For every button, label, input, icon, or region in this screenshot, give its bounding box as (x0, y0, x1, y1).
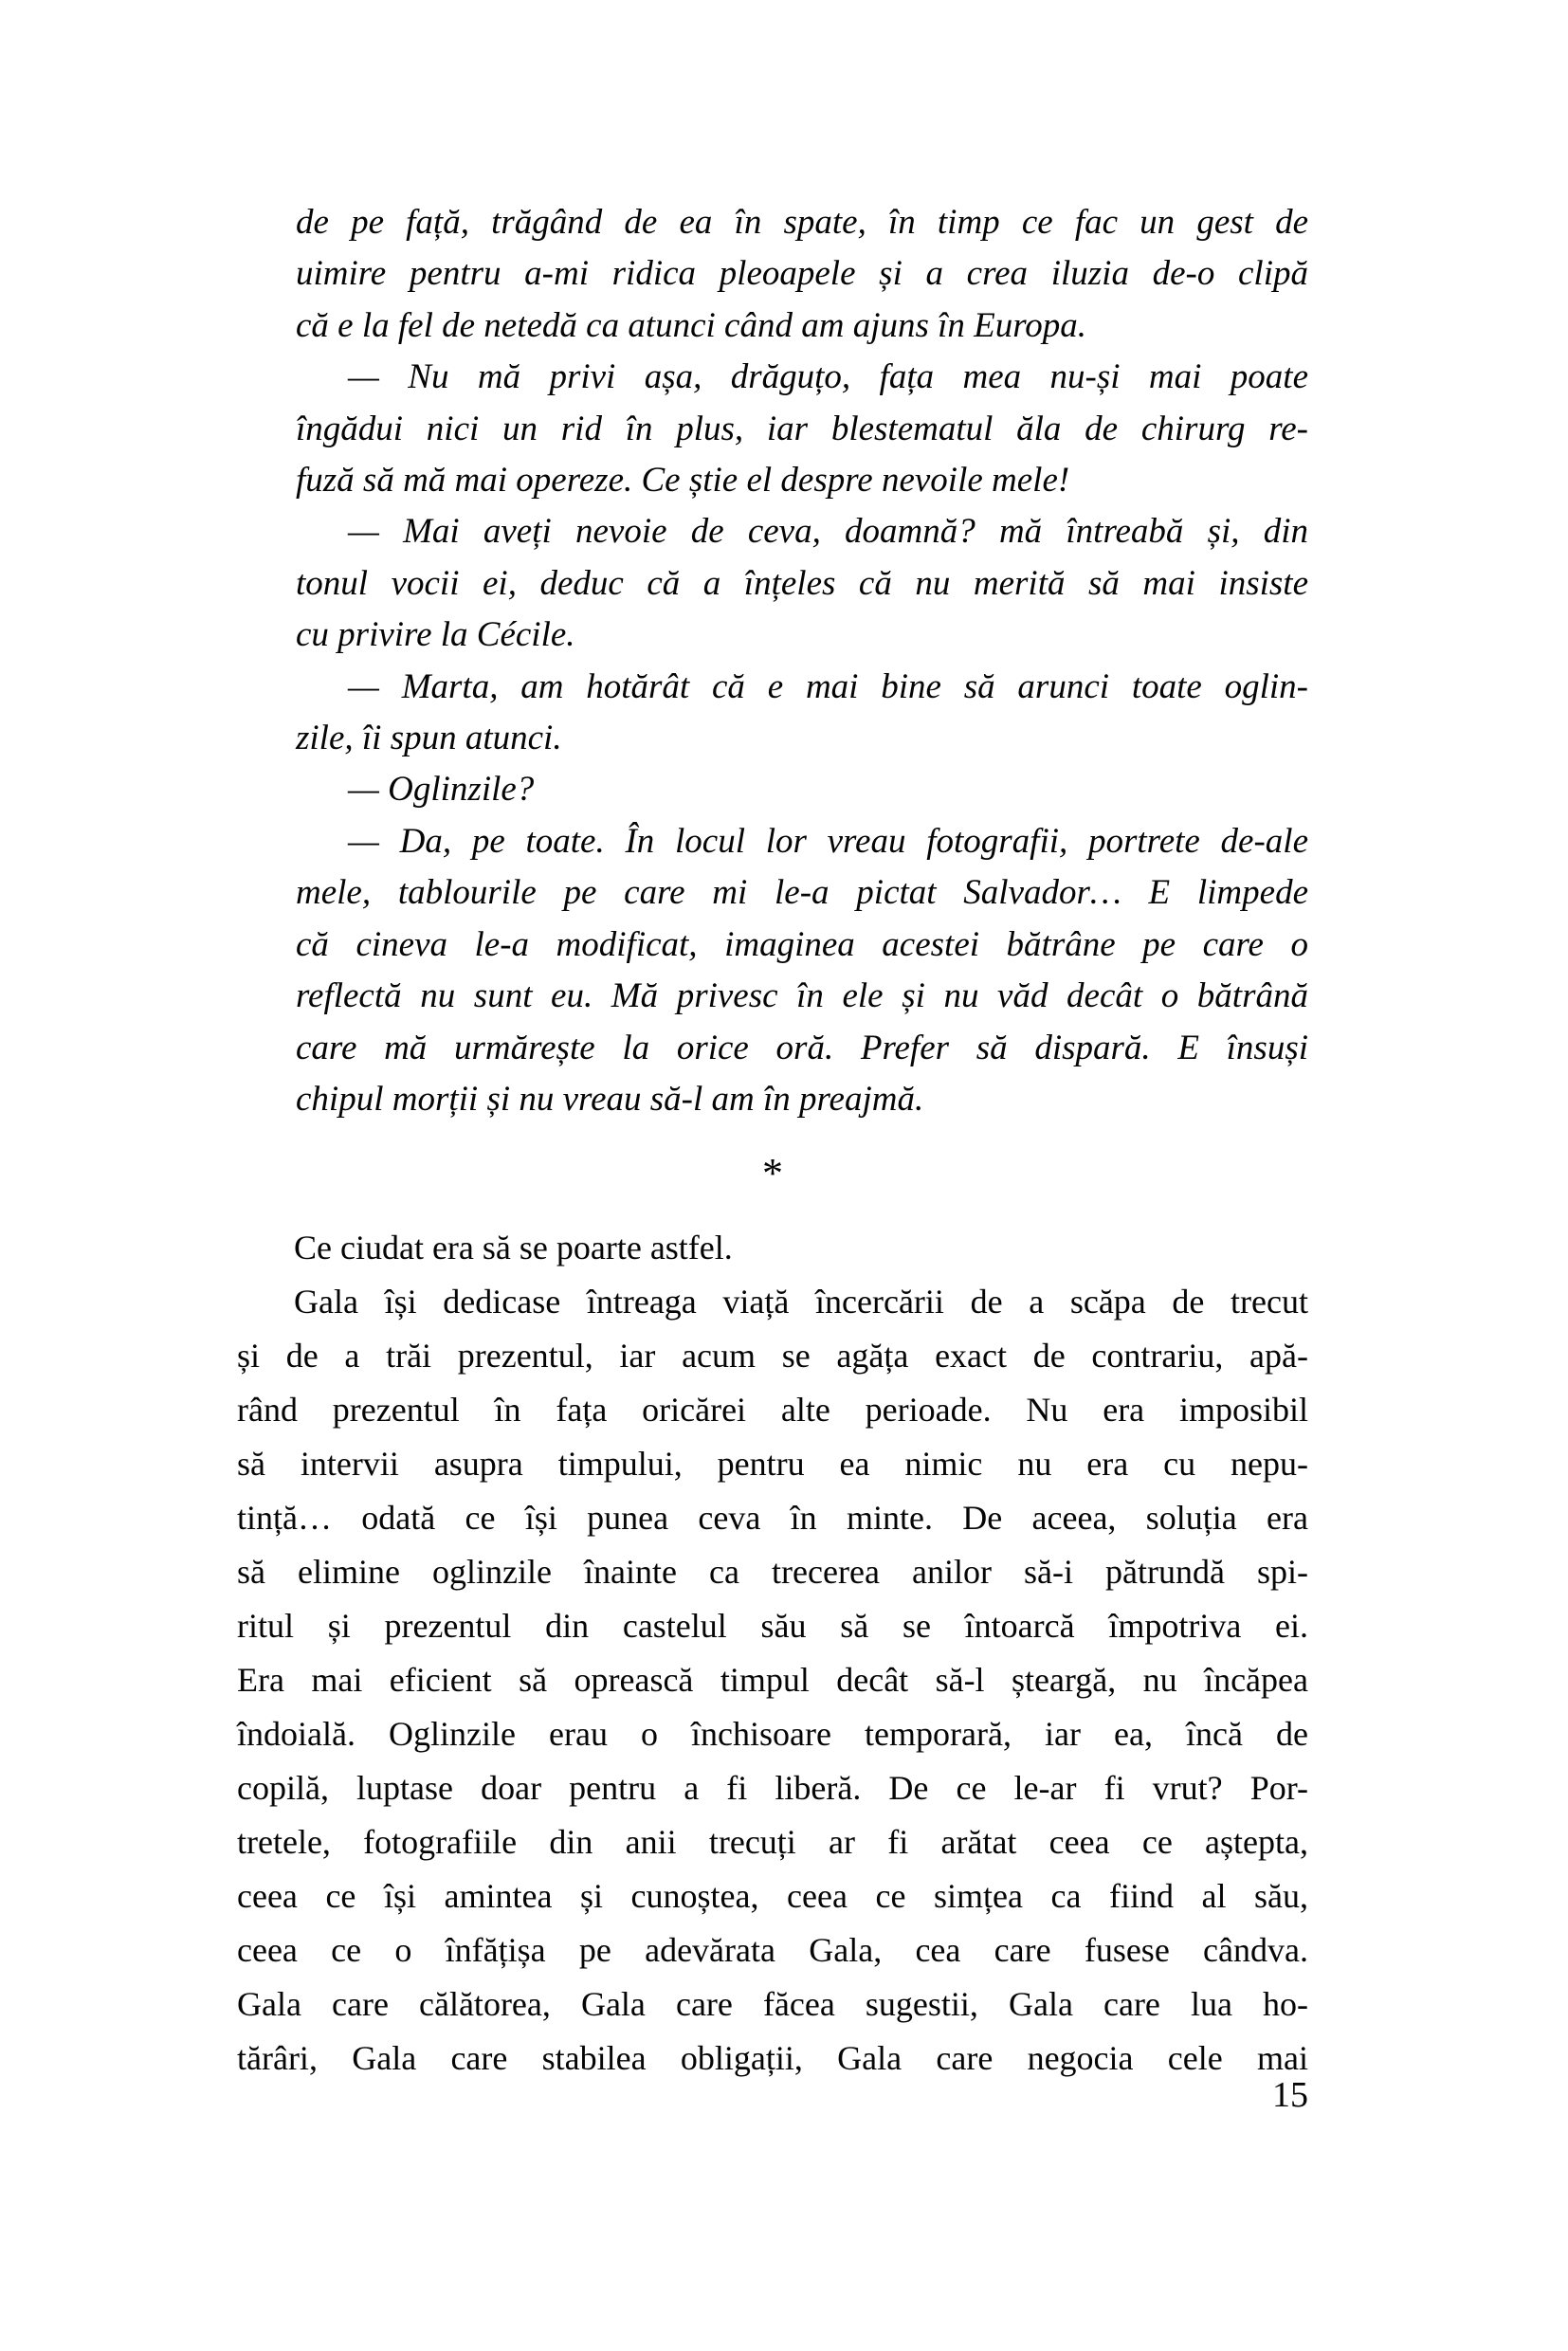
text-line: cu privire la Cécile. (296, 615, 575, 655)
text-line: — Da, pe toate. În locul lor vreau fotografii, portrete de-ale (348, 821, 1308, 861)
text-line: Gala își dedicase întreaga viață încercării de a scăpa de trecut (294, 1283, 1308, 1321)
text-line: zile, îi spun atunci. (296, 719, 562, 758)
text-line: tărâri, Gala care stabilea obligații, Gala care negocia cele mai (237, 2039, 1308, 2078)
text-line: Era mai eficient să oprească timpul decât să-l șteargă, nu încăpea (237, 1661, 1308, 1700)
body-paragraph (237, 1221, 1308, 1275)
text-line: îngădui nici un rid în plus, iar blestematul ăla de chirurg re- (296, 409, 1308, 448)
text-line: — Oglinzile? (348, 770, 535, 810)
quote-paragraph (296, 816, 1308, 1125)
text-line: că cineva le-a modificat, imaginea acestei bătrâne pe care o (296, 924, 1308, 964)
text-line: rând prezentul în fața oricărei alte perioade. Nu era imposibil (237, 1391, 1308, 1430)
text-line: Gala care călătorea, Gala care făcea sugestii, Gala care lua ho- (237, 1985, 1308, 2024)
section-separator (237, 1125, 1308, 1221)
text-line: tretele, fotografiile din anii trecuți ar fi arătat ceea ce aștepta, (237, 1823, 1308, 1862)
text-line: uimire pentru a-mi ridica pleoapele și a crea iluzia de-o clipă (296, 254, 1308, 294)
text-line: — Nu mă privi așa, drăguțo, fața mea nu-și mai poate (348, 357, 1308, 397)
text-line: să elimine oglinzile înainte ca trecerea anilor să-i pătrundă spi- (237, 1553, 1308, 1592)
text-line: și de a trăi prezentul, iar acum se agăța exact de contrariu, apă- (237, 1337, 1308, 1376)
quote-paragraph (296, 352, 1308, 506)
text-line: reflectă nu sunt eu. Mă privesc în ele și nu văd decât o bătrână (296, 976, 1308, 1016)
text-line: ceea ce o înfățișa pe adevărata Gala, cea care fusese cândva. (237, 1931, 1308, 1970)
page-number: 15 (1272, 2075, 1308, 2115)
text-line: — Mai aveți nevoie de ceva, doamnă? mă întreabă și, din (348, 512, 1308, 552)
body-paragraph (237, 1275, 1308, 2086)
quote-paragraph (296, 197, 1308, 352)
text-line: ceea ce își amintea și cunoștea, ceea ce simțea ca fiind al său, (237, 1877, 1308, 1916)
text-line: Ce ciudat era să se poarte astfel. (294, 1229, 733, 1267)
text-line: să intervii asupra timpului, pentru ea nimic nu era cu nepu- (237, 1445, 1308, 1484)
text-line: tonul vocii ei, deduc că a înțeles că nu merită să mai insiste (296, 563, 1308, 603)
text-line: îndoială. Oglinzile erau o închisoare temporară, iar ea, încă de (237, 1715, 1308, 1754)
italic-quote-block (296, 197, 1308, 1125)
body-text-block (237, 1221, 1308, 2086)
text-line: care mă urmărește la orice oră. Prefer să dispară. E însuși (296, 1028, 1308, 1067)
text-line: tință… odată ce își punea ceva în minte. De aceea, soluția era (237, 1499, 1308, 1538)
text-line: fuză să mă mai opereze. Ce știe el despre nevoile mele! (296, 461, 1070, 501)
text-line: mele, tablourile pe care mi le-a pictat Salvador… E limpede (296, 873, 1308, 913)
text-line: — Marta, am hotărât că e mai bine să arunci toate oglin- (348, 666, 1308, 706)
text-block (237, 197, 1308, 2086)
text-line: că e la fel de netedă ca atunci când am ajuns în Europa. (296, 305, 1087, 345)
quote-paragraph (296, 764, 1308, 815)
text-line: de pe față, trăgând de ea în spate, în timp ce fac un gest de (296, 203, 1308, 242)
quote-paragraph (296, 506, 1308, 661)
quote-paragraph (296, 662, 1308, 765)
text-line: copilă, luptase doar pentru a fi liberă. De ce le-ar fi vrut? Por- (237, 1769, 1308, 1808)
asterisk-glyph: * (762, 1150, 783, 1197)
text-line: ritul și prezentul din castelul său să se întoarcă împotriva ei. (237, 1607, 1308, 1646)
text-line: chipul morții și nu vreau să-l am în preajmă. (296, 1079, 924, 1119)
